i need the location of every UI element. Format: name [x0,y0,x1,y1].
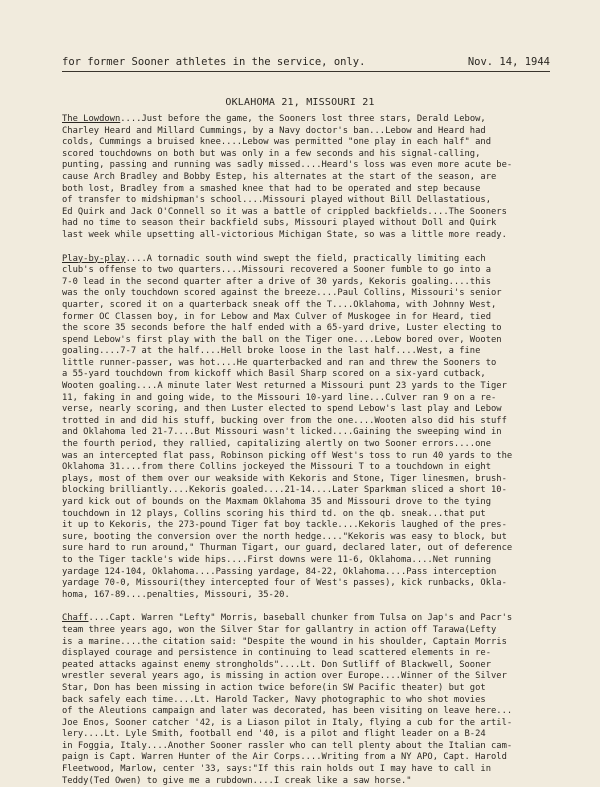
text-line: punting, passing and running was sadly missed....Heard's loss was even more acute be- [62,160,513,171]
text-line: team three years ago, won the Silver Star for gallantry in action off Tarawa(Lefty [62,624,497,635]
text-line: cause Arch Bradley and Bobby Estep, his alternates at the start of the season, are [62,171,497,182]
text-line: wrestler several years ago, is missing in action over Europe....Winner of the Silver [62,671,507,682]
text-line: little runner-passer, was hot....He quarterbacked and ran and threw the Sooners to [62,357,497,368]
text-line: trotted in and did his stuff, bucking over from the one....Wooten also did his stuff [62,415,507,426]
text-line: Charley Heard and Millard Cummings, by a Navy doctor's ban...Lebow and Heard had [62,125,486,136]
text-line: Wooten goaling....A minute later West returned a Missouri punt 23 yards to the Tiger [62,381,507,392]
text-line: back safely each time....Lt. Harold Tacker, Navy photographic to who shot movies [62,694,486,705]
text-line: 11, faking in and going wide, to the Missouri 10-yard line...Culver ran 9 on a re- [62,392,497,403]
section-lead: Chaff [62,613,89,624]
text-line: Star, Don has been missing in action twice before(in SW Pacific theater) but got [62,682,486,693]
text-line: it up to Kekoris, the 273-pound Tiger fat boy tackle....Kekoris laughed of the pres- [62,520,507,531]
text-line: Oklahoma 31....from there Collins jockeyed the Missouri T to a touchdown in eight [62,462,491,473]
text-line: of transfer to midshipman's school....Missouri played without Bill Dellastatious, [62,195,491,206]
paragraph-the-lowdown [62,114,552,242]
text-line: Fleetwood, Marlow, center '33, says:"If this rain holds out I may have to call in [62,764,491,775]
paragraph-first-line [62,613,552,625]
section-lead: Play-by-play [62,253,126,264]
text-line: sure, booting the conversion over the north hedge...."Kekoris was easy to block, but [62,531,507,542]
text-line: sure hard to run around," Thurman Tigart, our guard, declared later, out of deference [62,543,513,554]
section-lead-rest: ....Just before the game, the Sooners lost three stars, Derald Lebow, [120,114,486,124]
text-line: to the Tiger tackle's wide hips....First downs were 11-6, Oklahoma....Net running [62,554,491,565]
text-line: the fourth period, they rallied, capitalizing alertly on two Sooner errors....one [62,439,491,450]
text-line: homa, 167-89....penalties, Missouri, 35-20. [62,589,290,600]
text-line: the score 35 seconds before the half ended with a 65-yard drive, Luster electing to [62,323,502,334]
text-line: quarter, scored it on a quarterback sneak off the T....Oklahoma, with Johnny West, [62,299,497,310]
text-line: 7-0 lead in the second quarter after a drive of 30 yards, Kekoris goaling....this [62,276,491,287]
section-lead: The Lowdown [62,114,121,124]
header-audience: for former Sooner athletes in the service, only. [62,56,366,68]
paragraph-first-line [62,114,552,126]
text-line: was the only touchdown scored against the breeze....Paul Collins, Missouri's senior [62,288,502,299]
paragraph-chaff [62,613,552,787]
text-line: scored touchdowns on both but was only in a few seconds and his signal-calling, [62,148,481,159]
text-line: in Foggia, Italy....Another Sooner rassler who can tell plenty about the Italian cam- [62,740,513,751]
text-line: had no time to season their backfield subs, Missouri played without Doll and Quirk [62,218,497,229]
text-line: yardage 70-0, Missouri(they intercepted four of West's passes), kick runbacks, Okla- [62,578,507,589]
text-line: yardage 124-104, Oklahoma....Passing yardage, 84-22, Oklahoma....Pass interception [62,566,497,577]
header-rule [62,71,550,72]
text-line: displayed courage and persistence in continuing to lead scattered elements in re- [62,648,491,659]
text-line: and Oklahoma led 21-7....But Missouri wasn't licked....Gaining the sweeping wind in [62,427,502,438]
text-line: paign is Capt. Warren Hunter of the Air Corps....Writing from a NY APO, Capt. Harold [62,752,507,763]
text-line: blocking brilliantly....Kekoris goaled....21-14....Later Sparkman sliced a short 10- [62,485,507,496]
text-line: last week while upsetting all-victorious Michigan State, so was a little more ready. [62,229,507,240]
game-score-title: OKLAHOMA 21, MISSOURI 21 [225,97,375,108]
text-line: both lost, Bradley from a smashed knee that had to be operated and step because [62,183,481,194]
section-lead-rest: ....Capt. Warren "Lefty" Morris, baseball chunker from Tulsa on Jap's and Pacr's [88,613,513,624]
text-line: a 55-yard touchdown from kickoff which Basil Sharp scored on a six-yard cutback, [62,369,486,380]
text-line: was an intercepted flat pass, Robinson picking off West's toss to run 40 yards to the [62,450,513,461]
section-lead-rest: ....A tornadic south wind swept the field, practically limiting each [125,253,486,264]
text-line: colds, Cummings a bruised knee....Lebow was permitted "one play in each half" and [62,137,491,148]
paragraph-first-line [62,254,552,266]
text-line: plays, most of them over our weakside with Kekoris and Stone, Tiger linesmen, brush- [62,473,507,484]
document-body [62,102,552,787]
text-line: former OC Classen boy, in for Lebow and Max Culver of Muskogee in for Heard, tied [62,311,491,322]
paragraph-play-by-play [62,254,552,602]
text-line: yard kick out of bounds on the Maxmam Oklahoma 35 and Missouri drove to the tying [62,497,491,507]
header-date: Nov. 14, 1944 [467,56,550,68]
page-header [62,56,550,72]
text-line: of the Aleutions campaign and later was decorated, has been visiting on leave here... [62,706,513,717]
text-line: lery....Lt. Lyle Smith, football end '40, is a pilot and flight leader on a B-24 [62,729,486,740]
text-line: Ed Quirk and Jack O'Connell so it was a battle of crippled backfields....The Sooners [62,206,507,217]
text-line: is a marine....the citation said: "Despite the wound in his shoulder, Captain Morris [62,636,507,647]
text-line: spend Lebow's first play with the ball on the Tiger one....Lebow bored over, Wooten [62,334,502,345]
text-line: Joe Enos, Sooner catcher '42, is a Liason pilot in Italy, flying a cub for the artil- [62,717,513,728]
text-line: peated attacks against enemy strongholds"....Lt. Don Sutliff of Blackwell, Sooner [62,659,491,670]
text-line: verse, nearly scoring, and then Luster elected to spend Lebow's last play and Lebow [62,404,502,415]
text-line: club's offense to two quarters....Missouri recovered a Sooner fumble to go into a [62,265,491,276]
text-line: goaling....7-7 at the half....Hell broke loose in the last half....West, a fine [62,346,481,357]
text-line: Teddy(Ted Owen) to give me a rubdown....I creak like a saw horse." [62,775,412,786]
text-line: touchdown in 12 plays, Collins scoring his third td. on the qb. sneak...that put [62,508,486,519]
